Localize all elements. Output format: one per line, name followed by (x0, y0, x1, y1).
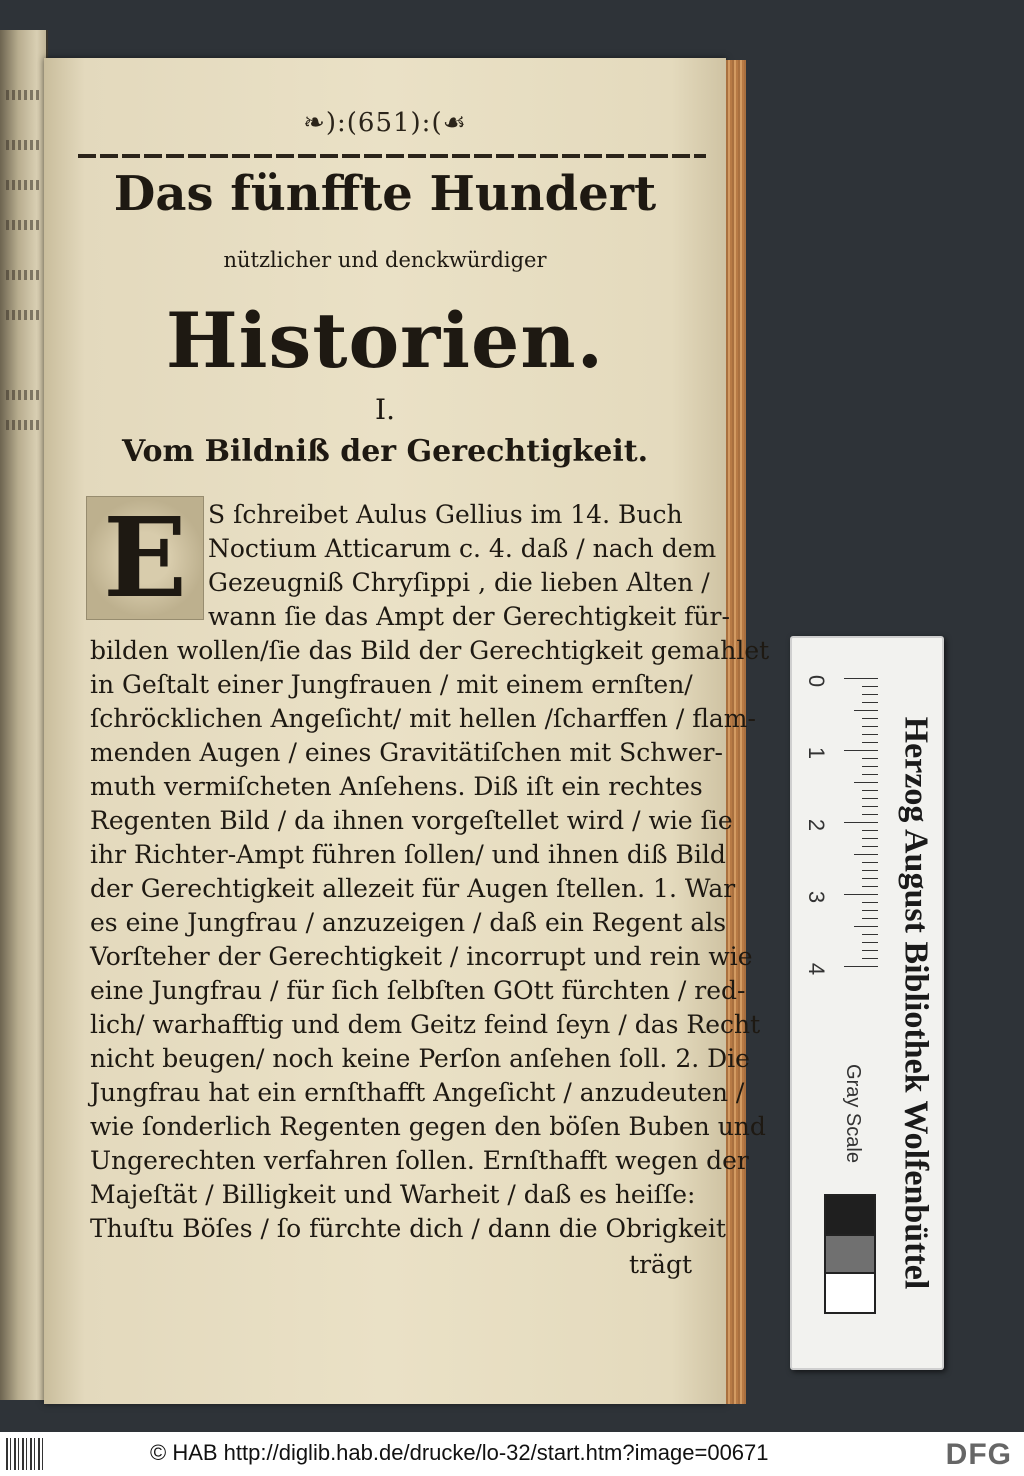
chapter-heading: Vom Bildniß der Gerechtigkeit. (121, 434, 649, 469)
text-line: Noctium Atticarum c. 4. daß / nach dem (208, 534, 717, 563)
chapter-numeral: I. (375, 393, 395, 426)
text-line: Regenten Bild / da ihnen vorgeſtellet wird / wie ſie (90, 806, 733, 835)
gray-swatch-mid (824, 1234, 876, 1274)
gray-swatch-white (824, 1272, 876, 1314)
text-line: ihr Richter-Ampt führen ſollen/ und ihnen diß Bild (90, 840, 726, 869)
text-line: ſchröcklichen Angeſicht/ mit hellen /ſcharffen / flam- (90, 704, 756, 733)
text-line: menden Augen / eines Gravitätiſchen mit Schwer- (90, 738, 723, 767)
text-line: es eine Jungfrau / anzuzeigen / daß ein Regent als (90, 908, 727, 937)
text-line: Jungfrau hat ein ernſthafft Angeſicht / anzudeuten / (90, 1078, 745, 1107)
ruler-ticks (804, 668, 878, 1008)
header-rule (78, 154, 706, 158)
text-line: eine Jungfrau / für ſich ſelbſten GOtt fürchten / red- (90, 976, 746, 1005)
text-line: Gezeugniß Chryſippi , die lieben Alten / (208, 568, 710, 597)
gray-scale-label-box (832, 1048, 872, 1178)
ruler-number: 3 (804, 890, 830, 904)
adjacent-page-edge (0, 30, 48, 1400)
text-line: Thuſtu Böſes / ſo fürchte dich / dann die Obrigkeit (90, 1214, 726, 1243)
barcode-icon (6, 1438, 44, 1470)
main-title: Historien. (165, 296, 605, 385)
text-line: S ſchreibet Aulus Gellius im 14. Buch (208, 500, 683, 529)
institution-label: Herzog August Bibliothek Wolfenbüttel (897, 716, 934, 1290)
text-line: Vorſteher der Gerechtigkeit / incorrupt und rein wie (90, 942, 753, 971)
color-scale-ruler (790, 636, 944, 1370)
page-content (44, 58, 770, 1404)
text-line: Majeſtät / Billigkeit und Warheit / daß es heiſſe: (90, 1180, 696, 1209)
copyright-link[interactable]: © HAB http://diglib.hab.de/drucke/lo-32/start.htm?image=00671 (150, 1440, 769, 1465)
ruler-number: 4 (804, 962, 830, 976)
page-number: ❧):(651):(☙ (303, 108, 467, 138)
ruler-number: 2 (804, 818, 830, 832)
text-line: in Geſtalt einer Jungfrauen / mit einem ernſten/ (90, 670, 693, 699)
text-line: Ungerechten verfahren ſollen. Ernſthafft wegen der (90, 1146, 749, 1175)
ruler-number: 1 (804, 746, 830, 760)
page-title: Das fünffte Hundert (113, 166, 657, 222)
decorated-initial: E (86, 496, 204, 620)
ruler-number: 0 (804, 674, 830, 688)
page-subtitle: nützlicher und denckwürdiger (223, 248, 547, 272)
gray-scale-label: Gray Scale (841, 1063, 864, 1163)
dfg-logo: DFG (945, 1438, 1012, 1471)
text-line: der Gerechtigkeit allezeit für Augen ſtellen. 1. War (90, 874, 736, 903)
gray-swatch-black (824, 1194, 876, 1236)
institution-label-box (890, 648, 940, 1358)
text-line: bilden wollen/ſie das Bild der Gerechtigkeit gemahlet (90, 636, 770, 665)
text-line: muth vermiſcheten Anſehens. Diß iſt ein rechtes (90, 772, 703, 801)
footer-bar (0, 1432, 1024, 1476)
catchword: trägt (629, 1250, 692, 1279)
text-line: wann ſie das Ampt der Gerechtigkeit für- (208, 602, 730, 631)
text-line: wie ſonderlich Regenten gegen den böſen Buben und (90, 1112, 766, 1141)
text-line: nicht beugen/ noch keine Perſon anſehen ſoll. 2. Die (90, 1044, 750, 1073)
text-line: lich/ warhafftig und dem Geitz feind ſeyn / das Recht (90, 1010, 761, 1039)
